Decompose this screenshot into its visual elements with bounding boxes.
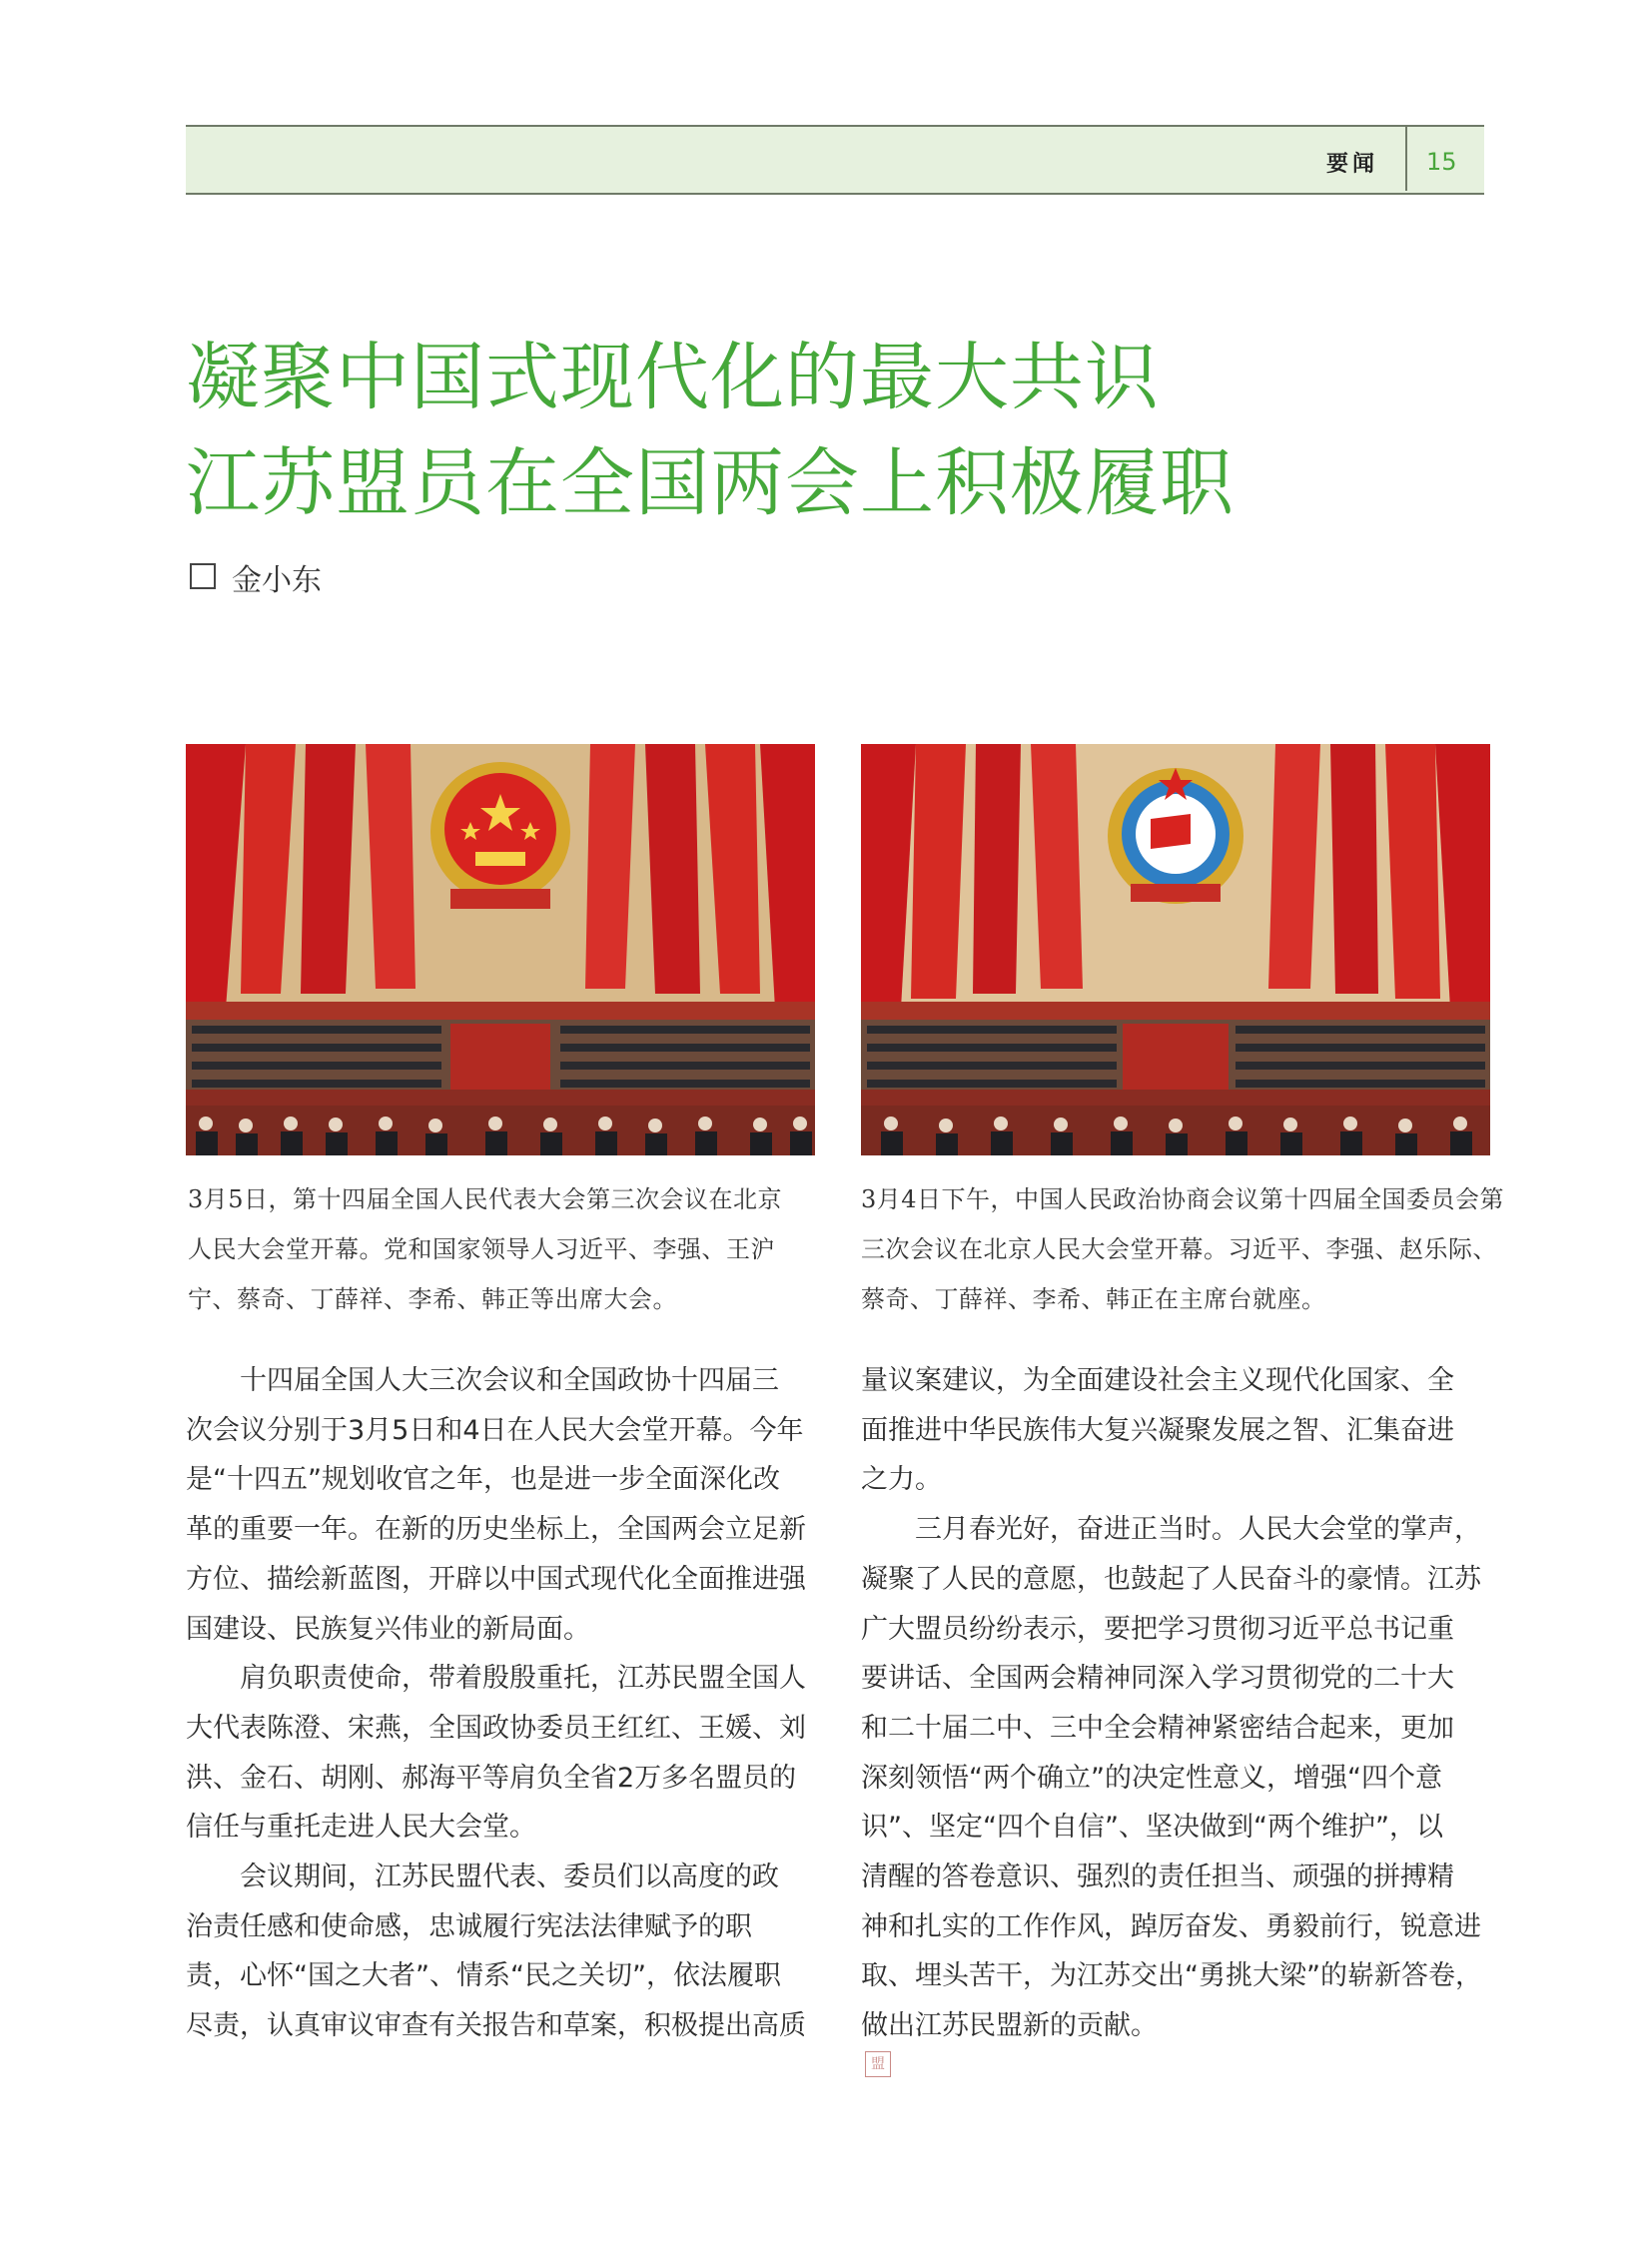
body-line: 信任与重托走进人民大会堂。 [186, 1812, 536, 1844]
photo-caption-2 [861, 1174, 1505, 1324]
caption-line: 宁、蔡奇、丁薛祥、李希、韩正等出席大会。 [188, 1285, 677, 1313]
body-column-right [861, 1356, 1490, 2077]
author-name: 金小东 [232, 563, 322, 598]
caption-line: 蔡奇、丁薛祥、李希、韩正在主席台就座。 [861, 1285, 1326, 1313]
body-line: 量议案建议，为全面建设社会主义现代化国家、全 [861, 1365, 1454, 1396]
body-column-left [186, 1356, 815, 2051]
photo-npc-session [186, 744, 815, 1155]
body-line: 尽责，认真审议审查有关报告和草案，积极提出高质 [186, 2010, 806, 2042]
body-line: 广大盟员纷纷表示，要把学习贯彻习近平总书记重 [861, 1613, 1454, 1645]
end-mark-icon: 盟 [865, 2051, 891, 2077]
page-number: 15 [1426, 148, 1457, 176]
body-line: 深刻领悟“两个确立”的决定性意义，增强“四个意 [861, 1762, 1442, 1794]
body-line: 大代表陈澄、宋燕，全国政协委员王红红、王媛、刘 [186, 1712, 806, 1744]
body-line: 清醒的答卷意识、强烈的责任担当、顽强的拼搏精 [861, 1862, 1454, 1893]
body-line: 和二十届二中、三中全会精神紧密结合起来，更加 [861, 1712, 1454, 1744]
body-line: 要讲话、全国两会精神同深入学习贯彻党的二十大 [861, 1663, 1454, 1695]
body-line: 责，心怀“国之大者”、情系“民之关切”，依法履职 [186, 1960, 781, 1992]
body-line: 方位、描绘新蓝图，开辟以中国式现代化全面推进强 [186, 1563, 806, 1595]
photo-cppcc-session [861, 744, 1490, 1155]
caption-line: 3月5日，第十四届全国人民代表大会第三次会议在北京 [188, 1185, 783, 1213]
body-line: 次会议分别于3月5日和4日在人民大会堂开幕。今年 [186, 1414, 804, 1446]
body-line-text: 做出江苏民盟新的贡献。 [861, 2010, 1158, 2042]
author-box-icon [190, 563, 216, 589]
article-title-line-1: 凝聚中国式现代化的最大共识 [186, 335, 1160, 420]
header-divider [1405, 127, 1407, 191]
body-line: 面推进中华民族伟大复兴凝聚发展之智、汇集奋进 [861, 1414, 1454, 1446]
body-line: 国建设、民族复兴伟业的新局面。 [186, 1613, 590, 1645]
body-line: 之力。 [861, 1464, 942, 1496]
body-line: 革的重要一年。在新的历史坐标上，全国两会立足新 [186, 1514, 806, 1546]
body-line: 神和扎实的工作作风，踔厉奋发、勇毅前行，锐意进 [861, 1910, 1481, 1942]
body-line: 取、埋头苦干，为江苏交出“勇挑大梁”的崭新答卷， [861, 1960, 1482, 1992]
caption-line: 人民大会堂开幕。党和国家领导人习近平、李强、王沪 [188, 1235, 775, 1263]
caption-line: 三次会议在北京人民大会堂开幕。习近平、李强、赵乐际、 [861, 1235, 1497, 1263]
article-title-line-2: 江苏盟员在全国两会上积极履职 [186, 440, 1235, 526]
body-line: 凝聚了人民的意愿，也鼓起了人民奋斗的豪情。江苏 [861, 1563, 1481, 1595]
caption-line: 3月4日下午，中国人民政治协商会议第十四届全国委员会第 [861, 1185, 1505, 1213]
body-line: 洪、金石、胡刚、郝海平等肩负全省2万多名盟员的 [186, 1762, 797, 1794]
body-line: 识”、坚定“四个自信”、坚决做到“两个维护”，以 [861, 1812, 1443, 1844]
body-line: 十四届全国人大三次会议和全国政协十四届三 [186, 1365, 779, 1396]
body-line-last [861, 2001, 1490, 2077]
body-line: 三月春光好，奋进正当时。人民大会堂的掌声， [861, 1514, 1481, 1546]
photo-caption-1 [188, 1174, 817, 1324]
header-band [186, 125, 1484, 195]
body-line: 治责任感和使命感，忠诚履行宪法法律赋予的职 [186, 1910, 752, 1942]
body-line: 是“十四五”规划收官之年，也是进一步全面深化改 [186, 1464, 780, 1496]
section-label: 要闻 [1326, 152, 1379, 177]
body-line: 会议期间，江苏民盟代表、委员们以高度的政 [186, 1862, 779, 1893]
body-line: 肩负职责使命，带着殷殷重托，江苏民盟全国人 [186, 1663, 806, 1695]
